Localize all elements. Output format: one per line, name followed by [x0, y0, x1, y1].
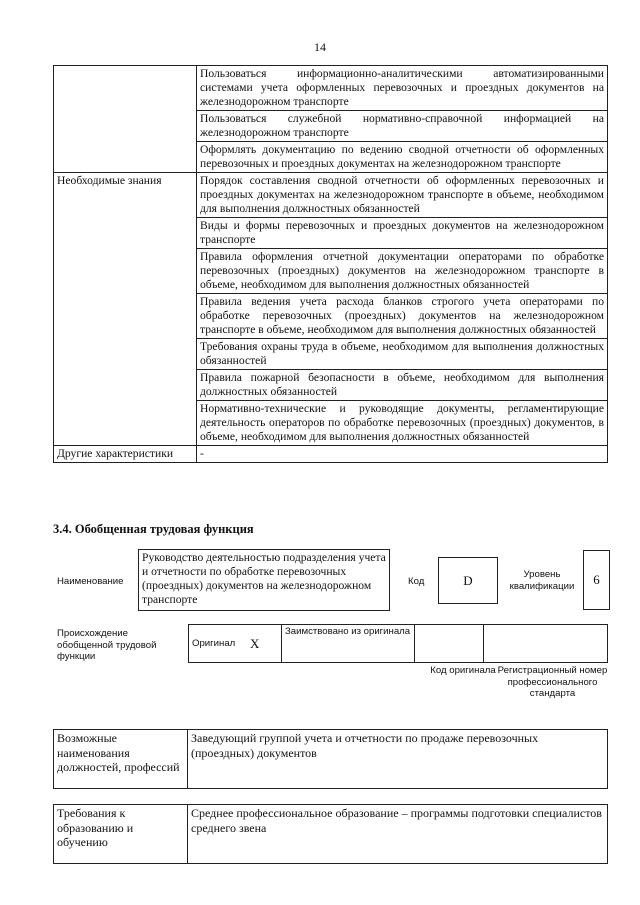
- skill-row: Пользоваться информационно-аналитическими автоматизированными системами учета оформленных перевозочных и проездных документов на железнодорожном транспорте: [197, 66, 608, 111]
- level-label: Уровень квалификации: [509, 569, 575, 592]
- original-code-caption: Код оригинала: [430, 665, 496, 676]
- positions-value: Заведующий группой учета и отчетности по продаже перевозочных (проездных) документов: [188, 730, 608, 789]
- knowledge-label: Необходимые знания: [54, 173, 197, 446]
- knowledge-skills-table: [53, 65, 608, 463]
- positions-label: Возможные наименования должностей, профессий: [54, 730, 188, 789]
- registration-number-cell: [484, 625, 608, 663]
- code-value: D: [438, 557, 498, 604]
- skill-row: Оформлять документацию по ведению сводной отчетности об оформленных перевозочных и проездных документах на железнодорожном транспорте: [197, 142, 608, 173]
- original-label: Оригинал: [189, 625, 248, 663]
- knowledge-row: Виды и формы перевозочных и проездных документов на железнодорожном транспорте: [197, 218, 608, 249]
- other-characteristics-label: Другие характеристики: [54, 446, 197, 463]
- other-characteristics-value: -: [197, 446, 608, 463]
- education-value: Среднее профессиональное образование – программы подготовки специалистов среднего звена: [188, 805, 608, 864]
- knowledge-row: Правила оформления отчетной документации операторами по обработке перевозочных (проездных) документов на железнодорожном транспорте в объеме, необходимом для выполнения должностных обязанностей: [197, 249, 608, 294]
- knowledge-row: Требования охраны труда в объеме, необходимом для выполнения должностных обязанностей: [197, 339, 608, 370]
- education-label: Требования к образованию и обучению: [54, 805, 188, 864]
- skills-label-cell: [54, 66, 197, 173]
- knowledge-row: Порядок составления сводной отчетности об оформленных перевозочных и проездных документах на железнодорожном транспорте в объеме, необходимом для выполнения должностных обязанностей: [197, 173, 608, 218]
- origin-table: [188, 624, 608, 663]
- page-number: 14: [314, 40, 326, 54]
- positions-table: [53, 729, 608, 789]
- function-name-value: Руководство деятельностью подразделения учета и отчетности по обработке перевозочных (проездных) документов на железнодорожном транспорте: [138, 549, 390, 611]
- registration-number-caption: Регистрационный номер профессионального стандарта: [497, 665, 608, 699]
- section-title: 3.4. Обобщенная трудовая функция: [53, 522, 254, 536]
- name-label: Наименование: [57, 576, 124, 587]
- original-mark: X: [247, 625, 282, 663]
- knowledge-row: Нормативно-технические и руководящие документы, регламентирующие деятельность операторов по обработке перевозочных (проездных) документов, в объеме, необходимом для выполнения должностных обязанностей: [197, 401, 608, 446]
- knowledge-row: Правила пожарной безопасности в объеме, необходимом для выполнения должностных обязанностей: [197, 370, 608, 401]
- origin-label: Происхождение обобщенной трудовой функции: [57, 628, 157, 662]
- education-table: [53, 804, 608, 864]
- level-value: 6: [583, 550, 610, 610]
- knowledge-row: Правила ведения учета расхода бланков строгого учета операторами по обработке перевозочных (проездных) документов на железнодорожном транспорте в объеме, необходимом для выполнения должностных обязанностей: [197, 294, 608, 339]
- borrowed-label: Заимствовано из оригинала: [282, 625, 415, 663]
- original-code-cell: [415, 625, 484, 663]
- skill-row: Пользоваться служебной нормативно-справочной информацией на железнодорожном транспорте: [197, 111, 608, 142]
- code-label: Код: [408, 576, 425, 587]
